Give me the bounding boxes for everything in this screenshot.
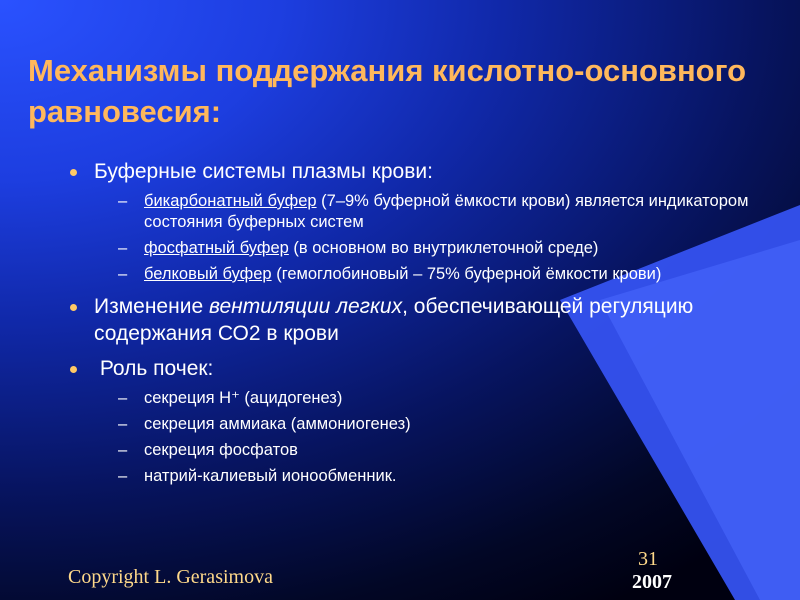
sub-list-item bbox=[94, 191, 750, 233]
list-item bbox=[70, 355, 750, 487]
sub-list-item bbox=[94, 414, 750, 435]
item-text: Роль почек: bbox=[94, 357, 214, 380]
list-item bbox=[70, 158, 750, 285]
item-text: (гемоглобиновый – 75% буферной ёмкости крови) bbox=[271, 265, 662, 283]
bullet-icon bbox=[70, 304, 77, 311]
copyright-footer: Copyright L. Gerasimova bbox=[68, 566, 273, 588]
slide-title: Механизмы поддержания кислотно-основного равновесия: bbox=[28, 53, 747, 129]
sub-list-item bbox=[94, 388, 750, 409]
item-text: секреция Н⁺ (ацидогенез) bbox=[144, 389, 343, 407]
dash-bullet: – bbox=[118, 389, 128, 407]
sub-list-item bbox=[94, 238, 750, 259]
bullet-list bbox=[70, 158, 750, 495]
item-text: (в основном во внутриклеточной среде) bbox=[288, 239, 599, 257]
emphasis-text: вентиляции легких bbox=[208, 295, 403, 318]
item-text: Изменение bbox=[94, 295, 209, 318]
dash-bullet: – bbox=[118, 441, 128, 459]
bullet-icon bbox=[70, 366, 77, 373]
dash-bullet: – bbox=[118, 265, 128, 283]
item-text: секреция аммиака (аммониогенез) bbox=[144, 415, 411, 433]
link-text[interactable]: бикарбонатный буфер bbox=[144, 192, 317, 210]
bullet-icon bbox=[70, 169, 77, 176]
item-text: натрий-калиевый ионообменник. bbox=[144, 467, 397, 485]
footer-year: 2007 bbox=[632, 571, 672, 593]
dash-bullet: – bbox=[118, 192, 128, 210]
dash-bullet: – bbox=[118, 467, 128, 485]
sub-list-item bbox=[94, 264, 750, 285]
sub-list bbox=[94, 191, 750, 285]
slide-number: 31 bbox=[638, 548, 658, 570]
link-text[interactable]: белковый буфер bbox=[144, 265, 272, 283]
dash-bullet: – bbox=[118, 239, 128, 257]
sub-list bbox=[94, 388, 750, 487]
item-text: Буферные системы плазмы крови: bbox=[94, 160, 433, 183]
link-text[interactable]: фосфатный буфер bbox=[144, 239, 289, 257]
sub-list-item bbox=[94, 466, 750, 487]
item-text: секреция фосфатов bbox=[144, 441, 298, 459]
list-item bbox=[70, 293, 750, 347]
dash-bullet: – bbox=[118, 415, 128, 433]
sub-list-item bbox=[94, 440, 750, 461]
item-text: (7–9% буферной ёмкости крови) является индикатором состояния буферных систем bbox=[144, 192, 749, 231]
item-text: , обеспечивающей регуляцию содержания СО2 в крови bbox=[94, 295, 694, 345]
